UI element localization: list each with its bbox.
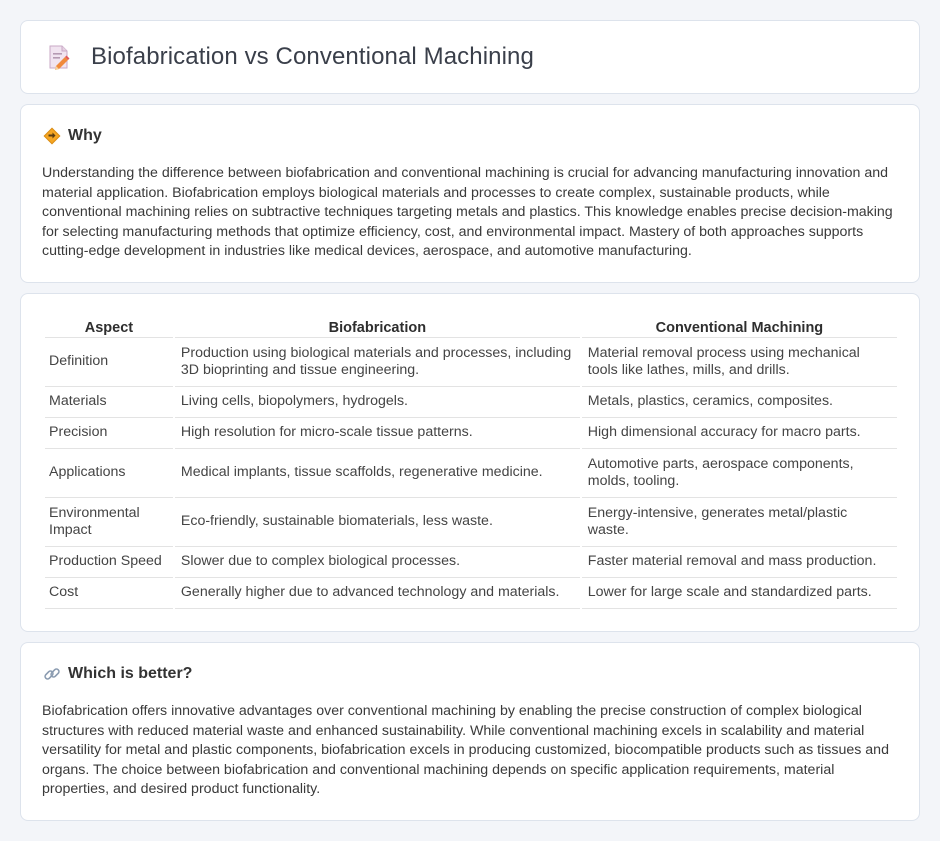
row-conventional: Automotive parts, aerospace components, molds, tooling. [582,449,897,498]
row-biofabrication: Generally higher due to advanced technology and materials. [175,578,580,609]
link-icon [43,665,61,683]
why-text: Understanding the difference between biofabrication and conventional machining is crucial for advancing manufacturing innovation and material application. Biofabrication employs biological materials and processes to create complex, sustainable products, while conventional machining relies on subtractive techniques targeting metals and plastics. This knowledge enables precise decision-making for selecting manufacturing methods that optimize efficiency, cost, and environmental impact. Mastery of both approaches supports cutting-edge development in industries like medical devices, aerospace, and automotive manufacturing. [42,165,893,259]
title-row [47,43,534,71]
row-aspect: Environmental Impact [45,498,173,547]
header-biofabrication: Biofabrication [175,316,580,338]
better-section [20,642,920,821]
row-biofabrication: Living cells, biopolymers, hydrogels. [175,387,580,418]
why-heading [43,127,102,145]
why-title: Why [68,127,102,144]
row-aspect: Definition [45,338,173,387]
row-conventional: Material removal process using mechanical tools like lathes, mills, and drills. [582,338,897,387]
row-aspect: Applications [45,449,173,498]
row-biofabrication: Eco-friendly, sustainable biomaterials, less waste. [175,498,580,547]
row-conventional: Lower for large scale and standardized parts. [582,578,897,609]
better-heading [43,665,192,683]
row-conventional: Faster material removal and mass production. [582,547,897,578]
row-conventional: Energy-intensive, generates metal/plastic waste. [582,498,897,547]
table-row [45,387,897,418]
table-row [45,547,897,578]
better-title: Which is better? [68,665,193,682]
row-conventional: High dimensional accuracy for macro parts. [582,418,897,449]
comparison-section [20,293,920,632]
header-card [20,20,920,94]
table-row [45,418,897,449]
row-biofabrication: Medical implants, tissue scaffolds, regenerative medicine. [175,449,580,498]
table-row [45,449,897,498]
header-aspect: Aspect [45,316,173,338]
row-aspect: Precision [45,418,173,449]
table-header-row [45,316,897,338]
better-text: Biofabrication offers innovative advantages over conventional machining by enabling the precise construction of complex biological structures with reduced material waste and enhanced sustainability. While conventional machining excels in scalability and material versatility for metal and plastic components, biofabrication excels in producing customized, biocompatible products such as tissues and organs. The choice between biofabrication and conventional machining depends on specific application requirements, material properties, and desired product functionality. [42,703,889,797]
document-edit-icon [47,44,71,70]
why-section [20,104,920,283]
row-biofabrication: High resolution for micro-scale tissue patterns. [175,418,580,449]
row-aspect: Production Speed [45,547,173,578]
table-row [45,578,897,609]
header-conventional-machining: Conventional Machining [582,316,897,338]
diamond-sign-icon [43,127,61,145]
row-biofabrication: Production using biological materials and processes, including 3D bioprinting and tissue engineering. [175,338,580,387]
page-title: Biofabrication vs Conventional Machining [91,43,534,70]
row-aspect: Cost [45,578,173,609]
table-row [45,498,897,547]
comparison-table [43,316,899,609]
row-conventional: Metals, plastics, ceramics, composites. [582,387,897,418]
table-row [45,338,897,387]
row-aspect: Materials [45,387,173,418]
row-biofabrication: Slower due to complex biological processes. [175,547,580,578]
